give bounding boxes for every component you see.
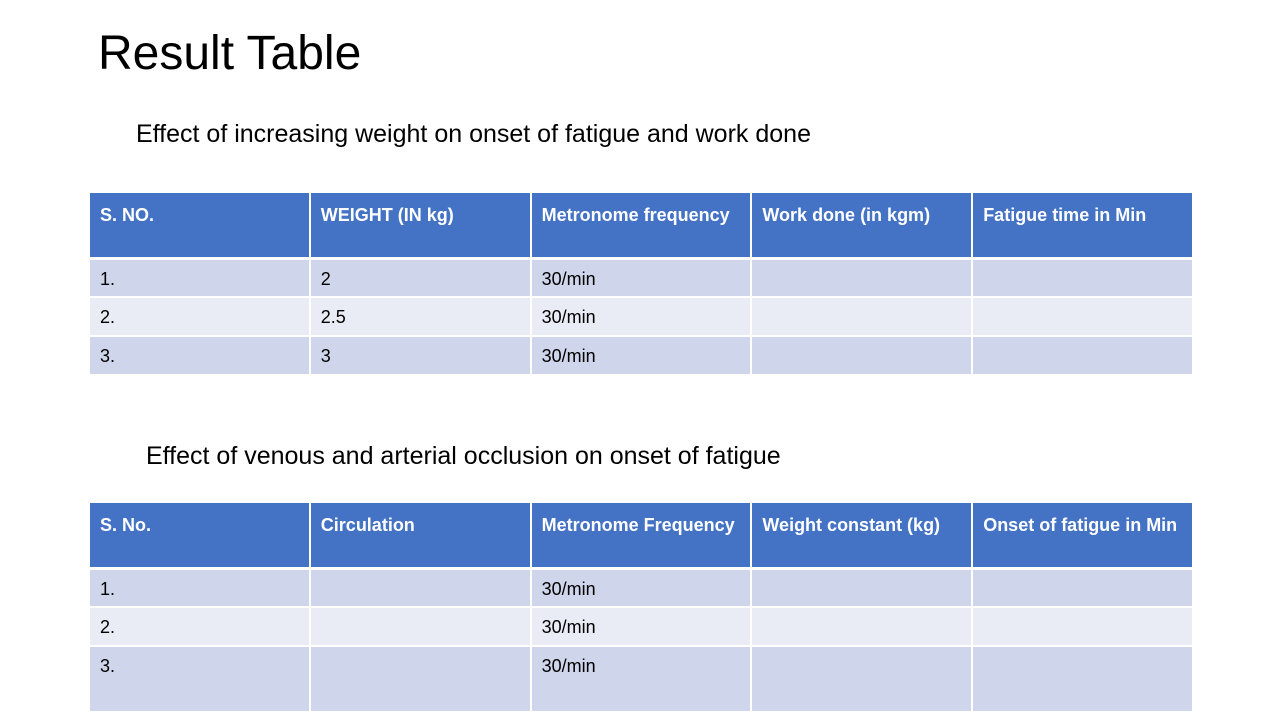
column-header: WEIGHT (IN kg) — [310, 192, 531, 258]
occlusion-fatigue-table — [88, 501, 1194, 713]
table-cell: 30/min — [531, 607, 752, 646]
table-row — [89, 646, 1193, 712]
table-cell — [310, 646, 531, 712]
table-row — [89, 568, 1193, 607]
column-header: Circulation — [310, 502, 531, 568]
table-cell: 30/min — [531, 258, 752, 297]
table-cell — [972, 646, 1193, 712]
table-cell — [751, 607, 972, 646]
column-header: Onset of fatigue in Min — [972, 502, 1193, 568]
column-header: Fatigue time in Min — [972, 192, 1193, 258]
table-cell — [751, 297, 972, 336]
table-cell: 30/min — [531, 646, 752, 712]
table-cell: 2 — [310, 258, 531, 297]
table-cell — [972, 258, 1193, 297]
table-cell: 1. — [89, 568, 310, 607]
table-cell — [751, 258, 972, 297]
table-header-row — [89, 192, 1193, 258]
column-header: Metronome Frequency — [531, 502, 752, 568]
table-cell — [751, 568, 972, 607]
column-header: Metronome frequency — [531, 192, 752, 258]
column-header: Weight constant (kg) — [751, 502, 972, 568]
table-cell — [972, 607, 1193, 646]
table-cell — [972, 336, 1193, 375]
table-cell: 2. — [89, 607, 310, 646]
table-cell: 3 — [310, 336, 531, 375]
table-cell: 3. — [89, 336, 310, 375]
table-row — [89, 258, 1193, 297]
table-cell: 1. — [89, 258, 310, 297]
table-cell: 30/min — [531, 568, 752, 607]
table-cell: 30/min — [531, 336, 752, 375]
table-cell: 2. — [89, 297, 310, 336]
column-header: S. No. — [89, 502, 310, 568]
table-cell — [972, 297, 1193, 336]
table-header-row — [89, 502, 1193, 568]
table-cell — [310, 568, 531, 607]
table-row — [89, 297, 1193, 336]
table-cell: 2.5 — [310, 297, 531, 336]
table-row — [89, 607, 1193, 646]
table-cell — [972, 568, 1193, 607]
weight-fatigue-table — [88, 191, 1194, 376]
table-cell — [751, 336, 972, 375]
table2-heading: Effect of venous and arterial occlusion on onset of fatigue — [146, 442, 781, 470]
table-cell — [310, 607, 531, 646]
table-row — [89, 336, 1193, 375]
table-cell — [751, 646, 972, 712]
table1-heading: Effect of increasing weight on onset of fatigue and work done — [136, 120, 811, 148]
column-header: S. NO. — [89, 192, 310, 258]
page-title: Result Table — [98, 27, 362, 80]
column-header: Work done (in kgm) — [751, 192, 972, 258]
table-cell: 30/min — [531, 297, 752, 336]
table-cell: 3. — [89, 646, 310, 712]
